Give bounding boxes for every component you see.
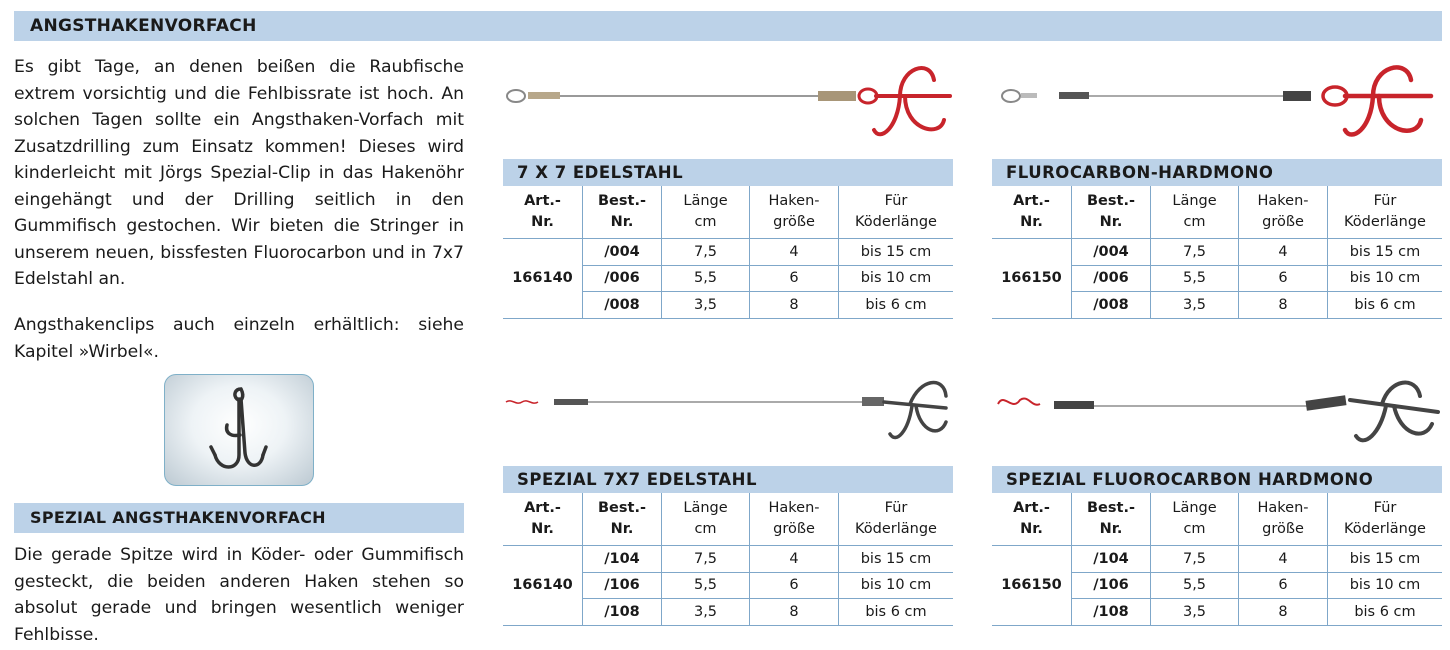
bait-length-cell: bis 10 cm (839, 265, 954, 292)
col-hook-size: Haken- größe (1239, 186, 1328, 239)
table-row (992, 239, 1442, 266)
table-spezial-7x7-edelstahl (503, 466, 953, 626)
bait-length-cell: bis 10 cm (1328, 265, 1443, 292)
best-number: /108 (583, 599, 662, 626)
table-title: FLUROCARBON-HARDMONO (992, 159, 1442, 186)
col-art: Art.- Nr. (992, 186, 1072, 239)
col-art: Art.- Nr. (503, 493, 583, 546)
clip-image (164, 374, 314, 486)
art-number: 166140 (503, 546, 583, 626)
hook-size-cell: 8 (750, 599, 839, 626)
length-cell: 5,5 (1151, 572, 1239, 599)
length-cell: 7,5 (1151, 546, 1239, 573)
length-cell: 7,5 (662, 239, 750, 266)
treble-hook-icon (165, 375, 315, 487)
col-bait-length: Für Köderlänge (839, 493, 954, 546)
special-steel-rig-image (500, 372, 955, 457)
bait-length-cell: bis 6 cm (1328, 599, 1443, 626)
special-section-title: SPEZIAL ANGSTHAKENVORFACH (14, 503, 464, 533)
length-cell: 3,5 (662, 292, 750, 319)
best-number: /006 (583, 265, 662, 292)
hook-size-cell: 6 (1239, 265, 1328, 292)
length-cell: 5,5 (1151, 265, 1239, 292)
col-best: Best.- Nr. (583, 493, 662, 546)
length-cell: 3,5 (1151, 599, 1239, 626)
special-paragraph: Die gerade Spitze wird in Köder- oder Gummifisch gesteckt, die beiden anderen Haken stehen so absolut gerade und bringen wesentlich weniger Fehlbisse. (14, 545, 464, 645)
table-title: SPEZIAL FLUOROCARBON HARDMONO (992, 466, 1442, 493)
table-spezial-fluorocarbon-hardmono (992, 466, 1442, 626)
best-number: /106 (583, 572, 662, 599)
table-row (503, 239, 953, 266)
bait-length-cell: bis 15 cm (1328, 546, 1443, 573)
hook-size-cell: 6 (750, 265, 839, 292)
bait-length-cell: bis 10 cm (839, 572, 954, 599)
special-fluoro-rig-image (990, 372, 1445, 457)
hook-size-cell: 8 (750, 292, 839, 319)
length-cell: 5,5 (662, 572, 750, 599)
col-hook-size: Haken- größe (750, 493, 839, 546)
col-best: Best.- Nr. (583, 186, 662, 239)
col-bait-length: Für Köderlänge (1328, 493, 1443, 546)
hook-size-cell: 8 (1239, 292, 1328, 319)
best-number: /008 (1072, 292, 1151, 319)
section-title: ANGSTHAKENVORFACH (14, 11, 1442, 41)
hook-size-cell: 8 (1239, 599, 1328, 626)
best-number: /108 (1072, 599, 1151, 626)
best-number: /006 (1072, 265, 1151, 292)
table-title: 7 X 7 EDELSTAHL (503, 159, 953, 186)
steel-rig-image (500, 50, 955, 150)
length-cell: 7,5 (1151, 239, 1239, 266)
col-hook-size: Haken- größe (750, 186, 839, 239)
hook-size-cell: 4 (1239, 546, 1328, 573)
hook-size-cell: 6 (1239, 572, 1328, 599)
fluoro-rig-image (995, 50, 1445, 150)
art-number: 166140 (503, 239, 583, 319)
bait-length-cell: bis 10 cm (1328, 572, 1443, 599)
bait-length-cell: bis 15 cm (839, 546, 954, 573)
col-bait-length: Für Köderlänge (1328, 186, 1443, 239)
hook-size-cell: 4 (1239, 239, 1328, 266)
bait-length-cell: bis 15 cm (839, 239, 954, 266)
col-length: Länge cm (1151, 186, 1239, 239)
col-art: Art.- Nr. (503, 186, 583, 239)
best-number: /104 (583, 546, 662, 573)
intro-paragraph: Es gibt Tage, an denen beißen die Raubfische extrem vorsichtig und die Fehlbissrate ist hoch. An solchen Tagen sollte ein Angsthaken-Vorfach mit Zusatzdrilling zum Einsatz kommen! Dieses wird kinderleicht mit Jörgs Spezial-Clip in das Hakenöhr eingehängt und der Drilling seitlich in den Gummifisch gestochen. Wir bieten die Stringer in unserem neuen, bissfesten Fluorocarbon und in 7x7 Edelstahl an. (14, 57, 464, 289)
hook-size-cell: 4 (750, 546, 839, 573)
bait-length-cell: bis 6 cm (839, 599, 954, 626)
table-7x7-edelstahl (503, 159, 953, 319)
col-bait-length: Für Köderlänge (839, 186, 954, 239)
best-number: /106 (1072, 572, 1151, 599)
col-length: Länge cm (1151, 493, 1239, 546)
clip-note: Angsthakenclips auch einzeln erhältlich: siehe Kapitel »Wirbel«. (14, 315, 464, 362)
table-fluorocarbon-hardmono (992, 159, 1442, 319)
col-hook-size: Haken- größe (1239, 493, 1328, 546)
table-row (503, 546, 953, 573)
col-length: Länge cm (662, 186, 750, 239)
col-length: Länge cm (662, 493, 750, 546)
best-number: /104 (1072, 546, 1151, 573)
art-number: 166150 (992, 546, 1072, 626)
col-best: Best.- Nr. (1072, 186, 1151, 239)
length-cell: 5,5 (662, 265, 750, 292)
hook-size-cell: 4 (750, 239, 839, 266)
col-art: Art.- Nr. (992, 493, 1072, 546)
length-cell: 7,5 (662, 546, 750, 573)
best-number: /004 (1072, 239, 1151, 266)
bait-length-cell: bis 15 cm (1328, 239, 1443, 266)
table-title: SPEZIAL 7X7 EDELSTAHL (503, 466, 953, 493)
best-number: /008 (583, 292, 662, 319)
best-number: /004 (583, 239, 662, 266)
length-cell: 3,5 (1151, 292, 1239, 319)
col-best: Best.- Nr. (1072, 493, 1151, 546)
bait-length-cell: bis 6 cm (839, 292, 954, 319)
art-number: 166150 (992, 239, 1072, 319)
hook-size-cell: 6 (750, 572, 839, 599)
table-row (992, 546, 1442, 573)
bait-length-cell: bis 6 cm (1328, 292, 1443, 319)
length-cell: 3,5 (662, 599, 750, 626)
